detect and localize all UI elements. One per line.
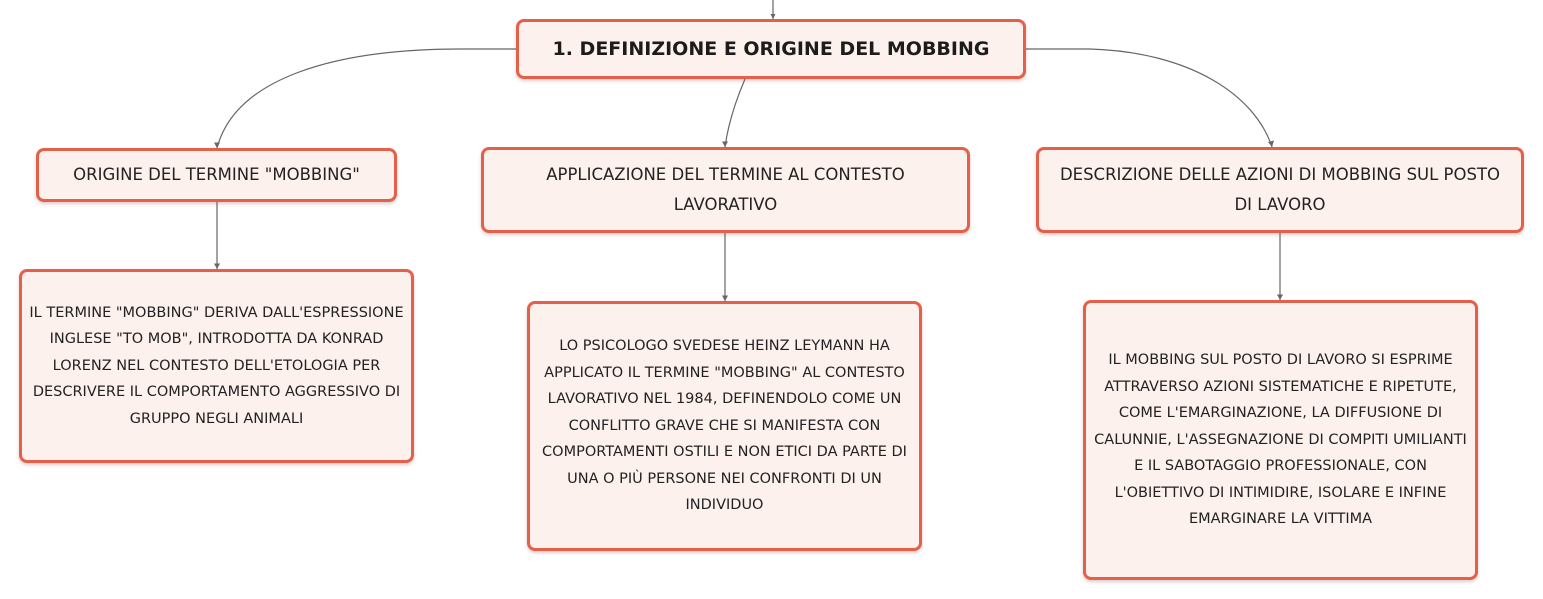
root-node[interactable] [516, 19, 1026, 79]
topic-node-origine[interactable] [36, 148, 397, 202]
detail-node-origine[interactable] [19, 269, 414, 463]
connector-root-to-applicazione [725, 79, 745, 147]
topic-node-label: ORIGINE DEL TERMINE "MOBBING" [73, 165, 360, 184]
topic-node-descrizione[interactable] [1036, 147, 1524, 233]
detail-node-applicazione[interactable] [527, 301, 922, 551]
detail-node-descrizione[interactable] [1083, 300, 1478, 580]
detail-node-text: IL TERMINE "MOBBING" DERIVA DALL'ESPRESSIONE INGLESE "TO MOB", INTRODOTTA DA KONRAD LORENZ NEL CONTESTO DELL'ETOLOGIA PER DESCRIVERE IL COMPORTAMENTO AGGRESSIVO DI GRUPPO NEGLI ANIMALI [29, 304, 404, 427]
root-node-title: 1. DEFINIZIONE E ORIGINE DEL MOBBING [552, 38, 990, 60]
connector-root-to-origine [217, 49, 516, 148]
topic-node-applicazione[interactable] [481, 147, 970, 233]
topic-node-label: DESCRIZIONE DELLE AZIONI DI MOBBING SUL POSTO DI LAVORO [1059, 165, 1501, 214]
detail-node-text: IL MOBBING SUL POSTO DI LAVORO SI ESPRIME ATTRAVERSO AZIONI SISTEMATICHE E RIPETUTE, COME L'EMARGINAZIONE, LA DIFFUSIONE DI CALUNNIE, L'ASSEGNAZIONE DI COMPITI UMILIANTI E IL SABOTAGGIO PROFESSIONALE, CON L'OBIETTIVO DI INTIMIDIRE, ISOLARE E INFINE EMARGINARE LA VITTIMA [1094, 352, 1467, 528]
connector-root-to-descrizione [1026, 49, 1272, 147]
detail-node-text: LO PSICOLOGO SVEDESE HEINZ LEYMANN HA APPLICATO IL TERMINE "MOBBING" AL CONTESTO LAVORATIVO NEL 1984, DEFINENDOLO COME UN CONFLITTO GRAVE CHE SI MANIFESTA CON COMPORTAMENTI OSTILI E NON ETICI DA PARTE DI UNA O PIÙ PERSONE NEI CONFRONTI DI UN INDIVIDUO [542, 338, 907, 514]
topic-node-label: APPLICAZIONE DEL TERMINE AL CONTESTO LAVORATIVO [546, 165, 905, 214]
